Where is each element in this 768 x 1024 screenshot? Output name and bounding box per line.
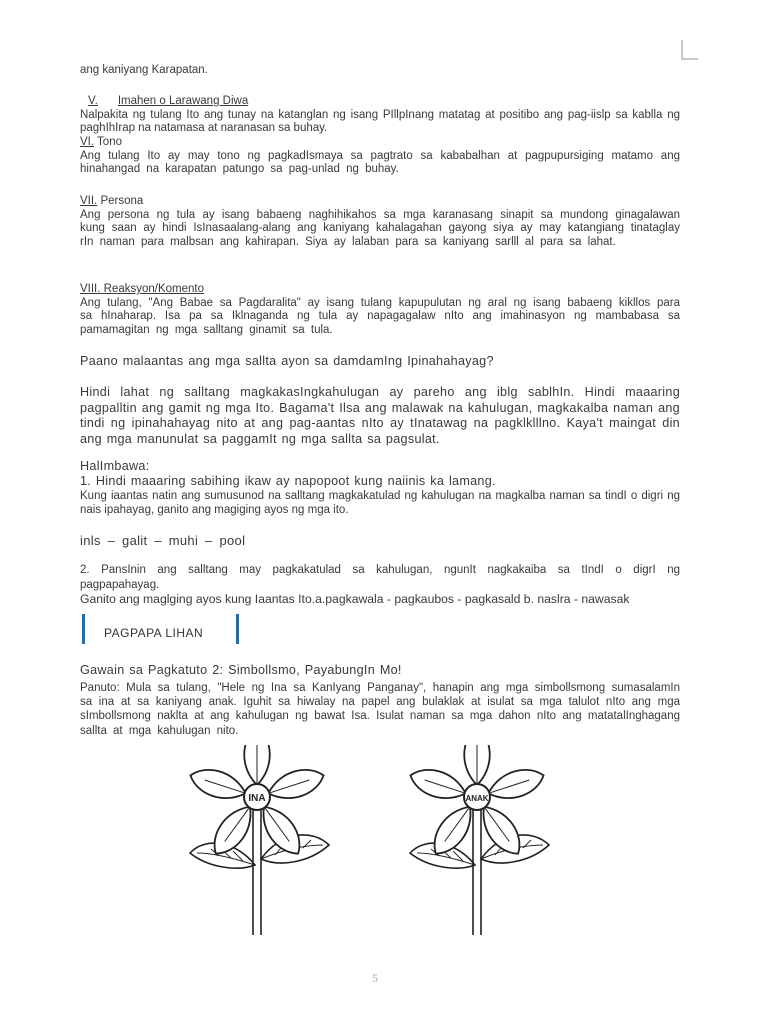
intro-text: ang kaniyang Karapatan. — [80, 64, 208, 76]
section-persona-title: Persona — [97, 195, 144, 207]
section-tono-number: VI. — [80, 136, 95, 148]
intro-line — [80, 64, 680, 78]
gawain-title — [80, 664, 680, 678]
gawain-title-text: Gawain sa Pagkatuto 2: Simbollsmo, PayabungIn Mo! — [80, 663, 402, 677]
word-sequence — [80, 534, 680, 548]
pagpapalihan-bar-left — [82, 614, 85, 644]
halimbawa-item-2-result — [80, 593, 710, 607]
section-reaksyon-number: VIII. — [80, 283, 101, 295]
pagpapalihan-bar-right — [236, 614, 239, 644]
section-tono-body: Ang tulang Ito ay may tono ng pagkadIsmaya sa pagtrato sa kababalhan at pagpupursiging matamo ang hinahangad na karapatan patungo sa pag-unlad ng buhay. — [80, 149, 680, 176]
halimbawa-item-1-continuation: Kung iaantas natin ang sumusunod na salltang magkakatulad ng kahulugan na magkalba naman sa tindI o digri ng nais ipahayag, ganito ang magiging ayos ng mga ito. — [80, 490, 680, 516]
section-reaksyon-heading — [80, 283, 680, 297]
explanation — [80, 385, 680, 447]
section-imahen — [80, 95, 680, 136]
halimbawa-section — [80, 459, 680, 489]
page-number: 5 — [372, 971, 378, 985]
halimbawa-item-2-text: 2. PansInin ang salltang may pagkakatulad sa kahulugan, ngunIt nagkakaiba sa tIndI o digrI ng pagpapahayag. — [80, 564, 680, 591]
section-persona-body: Ang persona ng tula ay isang babaeng naghihikahos sa mga karanasang sinapit sa mundong ginagalawan kung saan ay hindi IsInasaalang-alang ang kaniyang kahalagahan gayong siya ay may katangiang tinataglay rIn naman para malbsan ang kahirapan. Siya ay lalaban para sa kaniyang sarlll al para sa lahat. — [80, 208, 680, 248]
halimbawa-label: HalImbawa: — [80, 459, 150, 473]
section-persona — [80, 195, 680, 249]
corner-mark — [681, 40, 698, 60]
gawain-panuto-text: Panuto: Mula sa tulang, "Hele ng Ina sa KanIyang Panganay", hanapin ang mga simbollsmong sumasalamIn sa ina at sa kaniyang anak. Iguhit sa hiwalay na papel ang bulaklak at isulat sa mga talulot nIto ang mga sImbollsmong naklta at ang kahulugan ng bawat Isa. Isulat naman sa mga dahon nIto ang matatalInghagang sallta at mga kahulugan nito. — [80, 682, 680, 737]
section-persona-number: VII. — [80, 195, 98, 207]
section-tono — [80, 136, 680, 177]
flower-anak — [406, 745, 549, 935]
section-tono-title: Tono — [94, 136, 122, 148]
halimbawa-item-2 — [80, 563, 680, 593]
section-persona-heading — [80, 195, 680, 209]
flower-ina-label: INA — [248, 793, 266, 804]
section-imahen-number: V. — [88, 95, 98, 107]
section-reaksyon — [80, 283, 680, 337]
pagpapalihan-label: PAGPAPA LIHAN — [104, 626, 204, 640]
halimbawa-item-2-result-text: Ganito ang maglging ayos kung Iaantas Ito.a.pagkawala - pagkaubos - pagkasald b. naslra - nawasak — [80, 592, 630, 606]
word-sequence-text: inls – galit – muhi – pool — [80, 533, 246, 548]
explanation-text: Hindi lahat ng salltang magkakasIngkahulugan ay pareho ang iblg sablhIn. Hindi maaaring pagpalltin ang gamit ng mga Ito. Bagama't Ilsa ang malawak na kahulugan, magkakalba naman ang tindi ng ipinahahayag nito at ang pag-aantas nIto ay tInatawag na pagklklllno. Kaya't maingat din ang mga manunulat sa paggamIt ng mga sallta sa pagsulat. — [80, 385, 680, 446]
section-reaksyon-title: Reaksyon/Komento — [100, 283, 205, 295]
section-reaksyon-body: Ang tulang, "Ang Babae sa Pagdaralita" ay isang tulang kapupulutan ng aral ng isang babaeng kikllos para sa hInaharap. Isa pa sa Iklnaganda ng tula ay napagagalaw nIto ang imahinasyon ng mambabasa sa pamamagitan ng mga salltang ginamit sa tula. — [80, 296, 680, 336]
flower-anak-label: ANAK — [465, 794, 489, 803]
question-line — [80, 355, 680, 369]
gawain-panuto — [80, 681, 680, 738]
section-tono-heading — [80, 136, 680, 150]
flower-illustrations — [185, 745, 595, 940]
halimbawa-item-1-cont — [80, 489, 680, 517]
question-text: Paano malaantas ang mga sallta ayon sa damdamIng Ipinahahayag? — [80, 354, 494, 368]
section-imahen-title: Imahen o Larawang Diwa — [117, 95, 249, 107]
flower-ina — [186, 745, 329, 935]
section-imahen-body: Nalpakita ng tulang Ito ang tunay na katanglan ng isang PIllpInang matatag at positibo ang pag-iislp sa kablla ng paghIhIrap na natamasa at naranasan sa buhay. — [80, 108, 680, 135]
section-imahen-heading — [80, 95, 680, 109]
halimbawa-item-1: 1. Hindi maaaring sabihing ikaw ay napopoot kung naiinis ka lamang. — [80, 474, 496, 488]
